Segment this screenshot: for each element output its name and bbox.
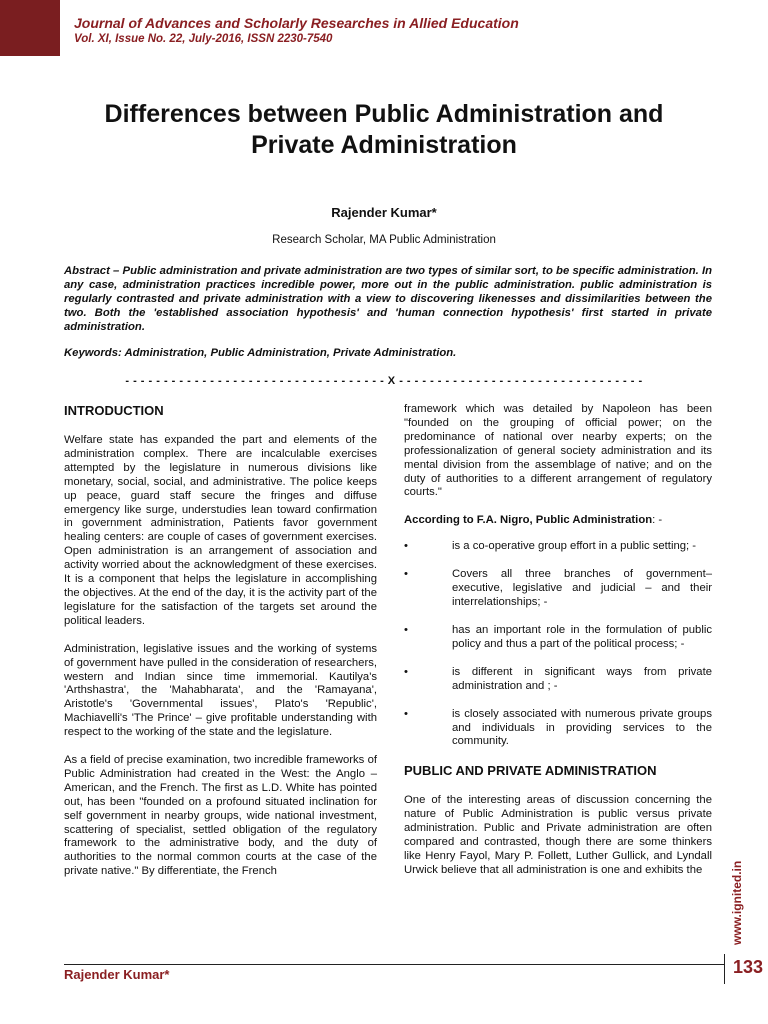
footer-divider [64,964,724,965]
nigro-subheading-suffix: : - [652,514,663,527]
nigro-bullet-list [404,540,712,749]
intro-paragraph-2: Administration, legislative issues and the working of systems of government have pulled in the consideration of researchers, western and Indian since time immemorial. Kautilya's 'Arthshastra', the 'Mahabharata', and the 'Ramayana', Aristotle's 'Governmental issues', Plato's 'Republic', Machiavelli's 'The Prince' – give profitable understanding with respect to the working of the state and the legislature. [64,642,377,739]
bullet-icon: • [404,540,408,553]
continuation-paragraph: framework which was detailed by Napoleon has been "founded on the grouping of official power; on the predominance of national over nearby experts; on the professionalization of general society administration and its mental division from the assemblage of native; and on the duty of authorities to a different arrangement of regulatory courts." [404,403,712,499]
list-item-text: is different in significant ways from private administration and ; - [452,665,712,692]
intro-paragraph-1: Welfare state has expanded the part and elements of the administration complex. There are incalculable exercises attempted by the legislature in numerous divisions like monetary, social, social, and administrative. The police keeps up peace, guard staff secure the fringes and diffuse emergency like surge, understudies lean toward confirmation in government administration, Patients favor government healing centers: are couple of cases of government exercises. Open administration is an arrangement of association and activity worried about the acknowledgment of these exercises. It is a component that helps the legislature in accomplishing the objectives. At the end of the day, it is the activity part of the legislature for the satisfaction of the targets set around the political leaders. [64,434,377,627]
bullet-icon: • [404,623,408,636]
title-line-1: Differences between Public Administration and [104,99,664,128]
journal-name: Journal of Advances and Scholarly Researches in Allied Education [74,15,519,31]
list-item [404,708,712,750]
bullet-icon: • [404,707,408,720]
paper-title [40,99,728,161]
nigro-subheading-text: According to F.A. Nigro, Public Administration [404,514,653,527]
abstract: Abstract – Public administration and private administration are two types of similar sort, to be specific administration. In any case, administration practices incredible power, more out in the public administration. public administration is regularly contrasted and private administration with a view to discovering likenesses and dissimilarities between the two. Both the 'established association hypothesis' and 'human connection hypothesis' first started in private administration. [64,265,712,333]
introduction-heading: INTRODUCTION [64,403,164,418]
journal-issue: Vol. XI, Issue No. 22, July-2016, ISSN 2230-7540 [74,33,333,45]
right-column [404,403,712,892]
list-item [404,540,712,554]
website-link[interactable]: www.ignited.in [730,860,744,945]
paper-author: Rajender Kumar* [331,205,437,220]
list-item [404,666,712,694]
bullet-icon: • [404,568,408,581]
footer-author: Rajender Kumar* [64,967,170,982]
nigro-subheading [404,514,712,526]
intro-paragraph-3: As a field of precise examination, two incredible frameworks of Public Administration had created in the West: the Anglo – American, and the French. The first as L.D. White has pointed out, has been "founded on a profound situated inclination for self government in nearby groups, wide national investment, scattering of specialist, settled obligation of the regulatory framework to the administrative body, and the duty of authorities to the normal common courts at the case of the private native." By differentiate, the French [64,754,377,878]
list-item-text: is closely associated with numerous private groups and individuals in providing services to the community. [452,707,712,748]
page-number: 133 [733,957,764,977]
left-column [64,403,377,893]
section-separator: - - - - - - - - - - - - - - - - - - - - - - - - - - - - - - - - - - X - - - - - - - - - - - - - - - - - - - - - - - - - - - - - - - - [125,375,643,387]
public-private-paragraph: One of the interesting areas of discussion concerning the nature of Public Administration is public versus private administration. Public and Private administration are often compared and contrasted, though there are some thinkers like Henry Fayol, Mary P. Follett, Luther Gullick, and Lyndall Urwick believe that all administration is one and exhibits the [404,794,712,876]
bullet-icon: • [404,665,408,678]
list-item [404,568,712,610]
public-private-heading: PUBLIC AND PRIVATE ADMINISTRATION [404,763,657,779]
list-item [404,624,712,652]
header-color-block [0,0,60,56]
list-item-text: Covers all three branches of government– executive, legislative and judicial – and their interrelationships; - [452,568,712,609]
list-item-text: has an important role in the formulation of public policy and thus a part of the political process; - [452,623,712,650]
author-affiliation: Research Scholar, MA Public Administration [272,234,496,246]
list-item-text: is a co-operative group effort in a public setting; - [452,540,697,553]
title-line-2: Private Administration [251,130,517,159]
keywords: Keywords: Administration, Public Administration, Private Administration. [64,347,457,359]
